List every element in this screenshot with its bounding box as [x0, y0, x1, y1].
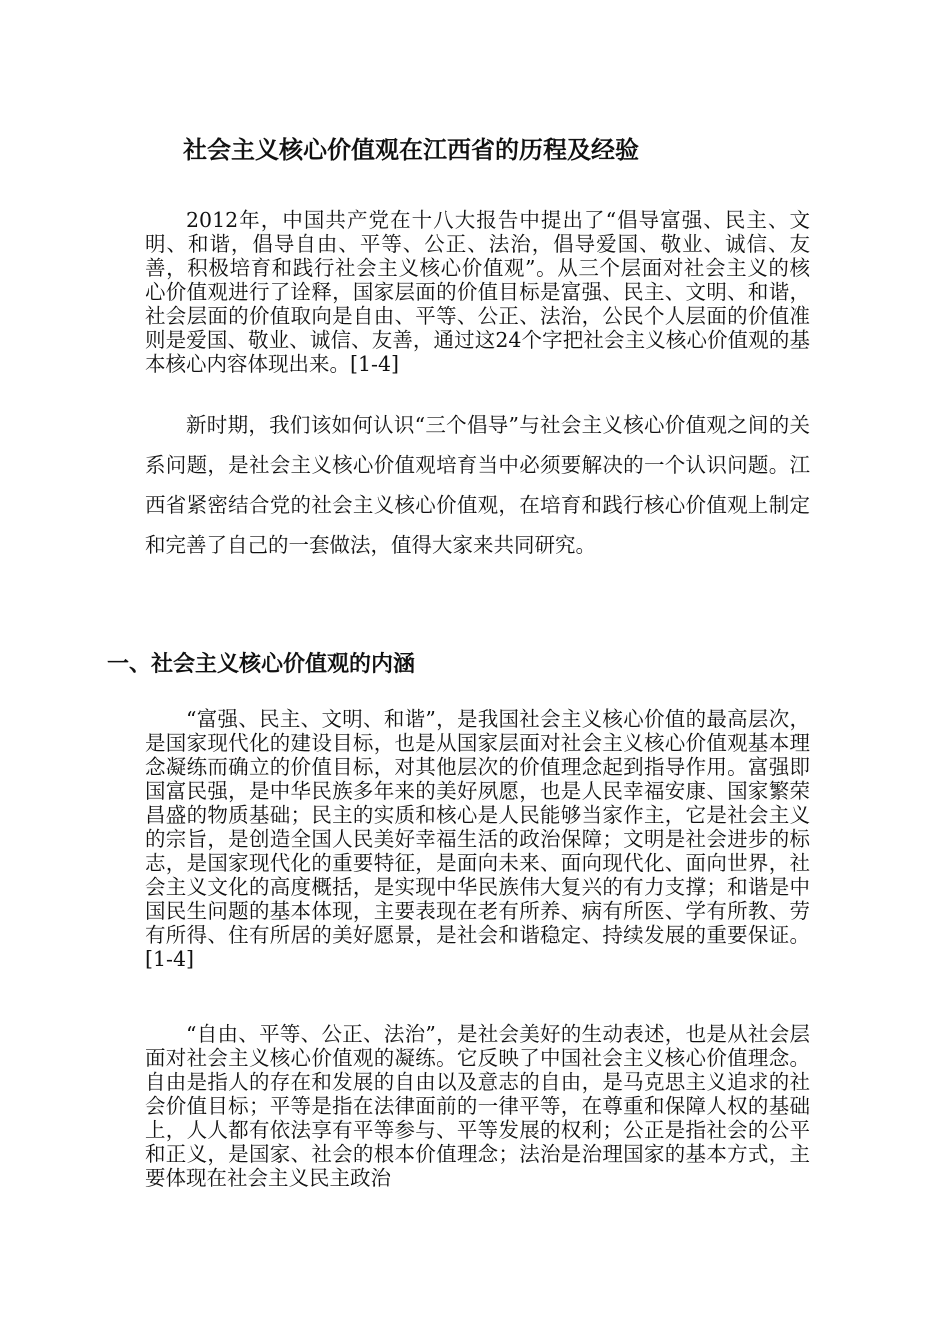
document-title: 社会主义核心价值观在江西省的历程及经验 — [183, 136, 639, 164]
intro-paragraph-2: 新时期，我们该如何认识“三个倡导”与社会主义核心价值观之间的关系问题，是社会主义核心价值观培育当中必须要解决的一个认识问题。江西省紧密结合党的社会主义核心价值观，在培育和践行核心价值观上制定和完善了自己的一套做法，值得大家来共同研究。 — [145, 413, 810, 557]
section-heading-1: 一、社会主义核心价值观的内涵 — [107, 652, 416, 677]
section-1-paragraph-2: “自由、平等、公正、法治”，是社会美好的生动表述，也是从社会层面对社会主义核心价值观的凝练。它反映了中国社会主义核心价值理念。自由是指人的存在和发展的自由以及意志的自由，是马克思主义追求的社会价值目标；平等是指在法律面前的一律平等，在尊重和保障人权的基础上，人人都有依法享有平等参与、平等发展的权利；公正是指社会的公平和正义，是国家、社会的根本价值理念；法治是治理国家的基本方式，主要体现在社会主义民主政治 — [145, 1022, 810, 1190]
intro-paragraph-1: 2012年，中国共产党在十八大报告中提出了“倡导富强、民主、文明、和谐，倡导自由、平等、公正、法治，倡导爱国、敬业、诚信、友善，积极培育和践行社会主义核心价值观”。从三个层面对社会主义的核心价值观进行了诠释，国家层面的价值目标是富强、民主、文明、和谐，社会层面的价值取向是自由、平等、公正、法治，公民个人层面的价值准则是爱国、敬业、诚信、友善，通过这24个字把社会主义核心价值观的基本核心内容体现出来。[1-4] — [145, 208, 810, 376]
section-1-paragraph-1: “富强、民主、文明、和谐”，是我国社会主义核心价值的最高层次，是国家现代化的建设目标，也是从国家层面对社会主义核心价值观基本理念凝练而确立的价值目标，对其他层次的价值理念起到指导作用。富强即国富民强，是中华民族多年来的美好夙愿，也是人民幸福安康、国家繁荣昌盛的物质基础；民主的实质和核心是人民能够当家作主，它是社会主义的宗旨，是创造全国人民美好幸福生活的政治保障；文明是社会进步的标志，是国家现代化的重要特征，是面向未来、面向现代化、面向世界，社会主义文化的高度概括，是实现中华民族伟大复兴的有力支撑；和谐是中国民生问题的基本体现，主要表现在老有所养、病有所医、学有所教、劳有所得、住有所居的美好愿景，是社会和谐稳定、持续发展的重要保证。[1-4] — [145, 707, 810, 971]
